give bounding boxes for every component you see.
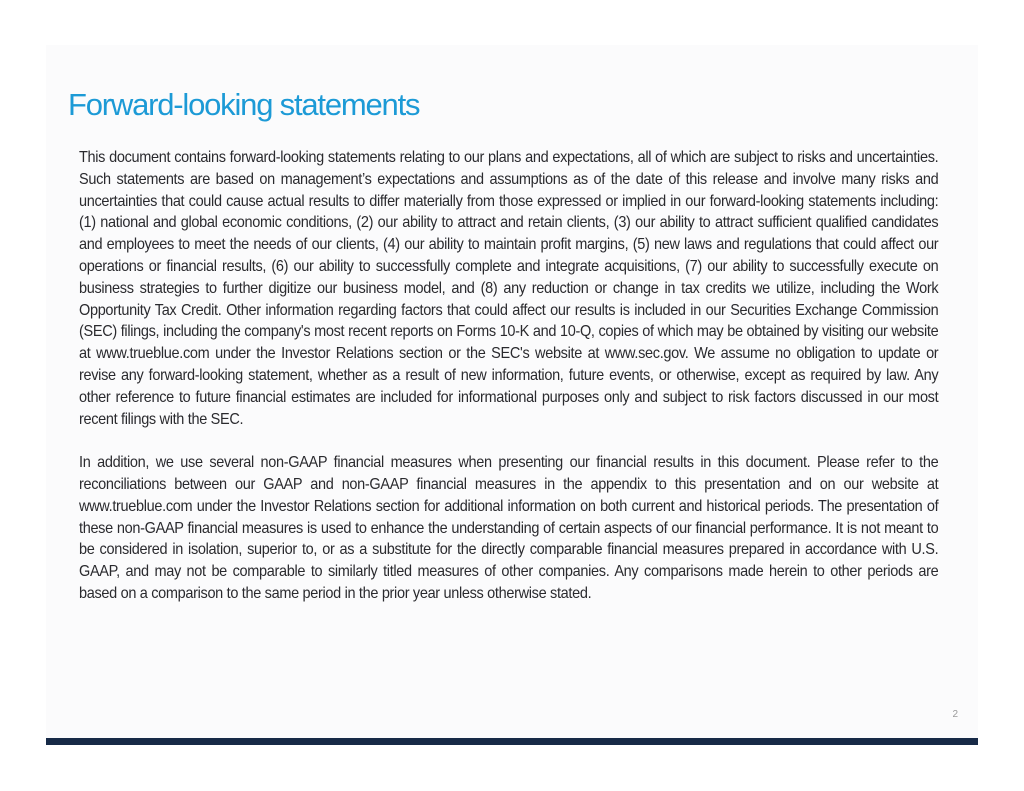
footer-bar bbox=[46, 738, 978, 745]
disclaimer-paragraph-forward-looking: This document contains forward-looking statements relating to our plans and expectations, all of which are subject to risks and uncertainties. Such statements are based on management’s expectations and assumptions as of the date of this release and involve many risks and uncertainties that could cause actual results to differ materially from those expressed or implied in our forward-looking statements including: (1) national and global economic conditions, (2) our ability to attract and retain clients, (3) our ability to attract sufficient qualified candidates and employees to meet the needs of our clients, (4) our ability to maintain profit margins, (5) new laws and regulations that could affect our operations or financial results, (6) our ability to successfully complete and integrate acquisitions, (7) our ability to successfully execute on business strategies to further digitize our business model, and (8) any reduction or change in tax credits we utilize, including the Work Opportunity Tax Credit. Other information regarding factors that could affect our results is included in our Securities Exchange Commission (SEC) filings, including the company's most recent reports on Forms 10-K and 10-Q, copies of which may be obtained by visiting our website at www.trueblue.com under the Investor Relations section or the SEC's website at www.sec.gov. We assume no obligation to update or revise any forward-looking statement, whether as a result of new information, future events, or otherwise, except as required by law. Any other reference to future financial estimates are included for informational purposes only and subject to risk factors discussed in our most recent filings with the SEC. bbox=[79, 149, 939, 428]
page-number: 2 bbox=[952, 709, 958, 720]
slide-body bbox=[79, 147, 938, 605]
slide-title: Forward-looking statements bbox=[68, 87, 420, 122]
disclaimer-paragraph-non-gaap: In addition, we use several non-GAAP financial measures when presenting our financial results in this document. Please refer to the reconciliations between our GAAP and non-GAAP financial measures in the appendix to this presentation and on our website at www.trueblue.com under the Investor Relations section for additional information on both current and historical periods. The presentation of these non-GAAP financial measures is used to enhance the understanding of certain aspects of our financial performance. It is not meant to be considered in isolation, superior to, or as a substitute for the directly comparable financial measures prepared in accordance with U.S. GAAP, and may not be comparable to similarly titled measures of other companies. Any comparisons made herein to other periods are based on a comparison to the same period in the prior year unless otherwise stated. bbox=[79, 454, 939, 602]
slide bbox=[46, 45, 978, 738]
